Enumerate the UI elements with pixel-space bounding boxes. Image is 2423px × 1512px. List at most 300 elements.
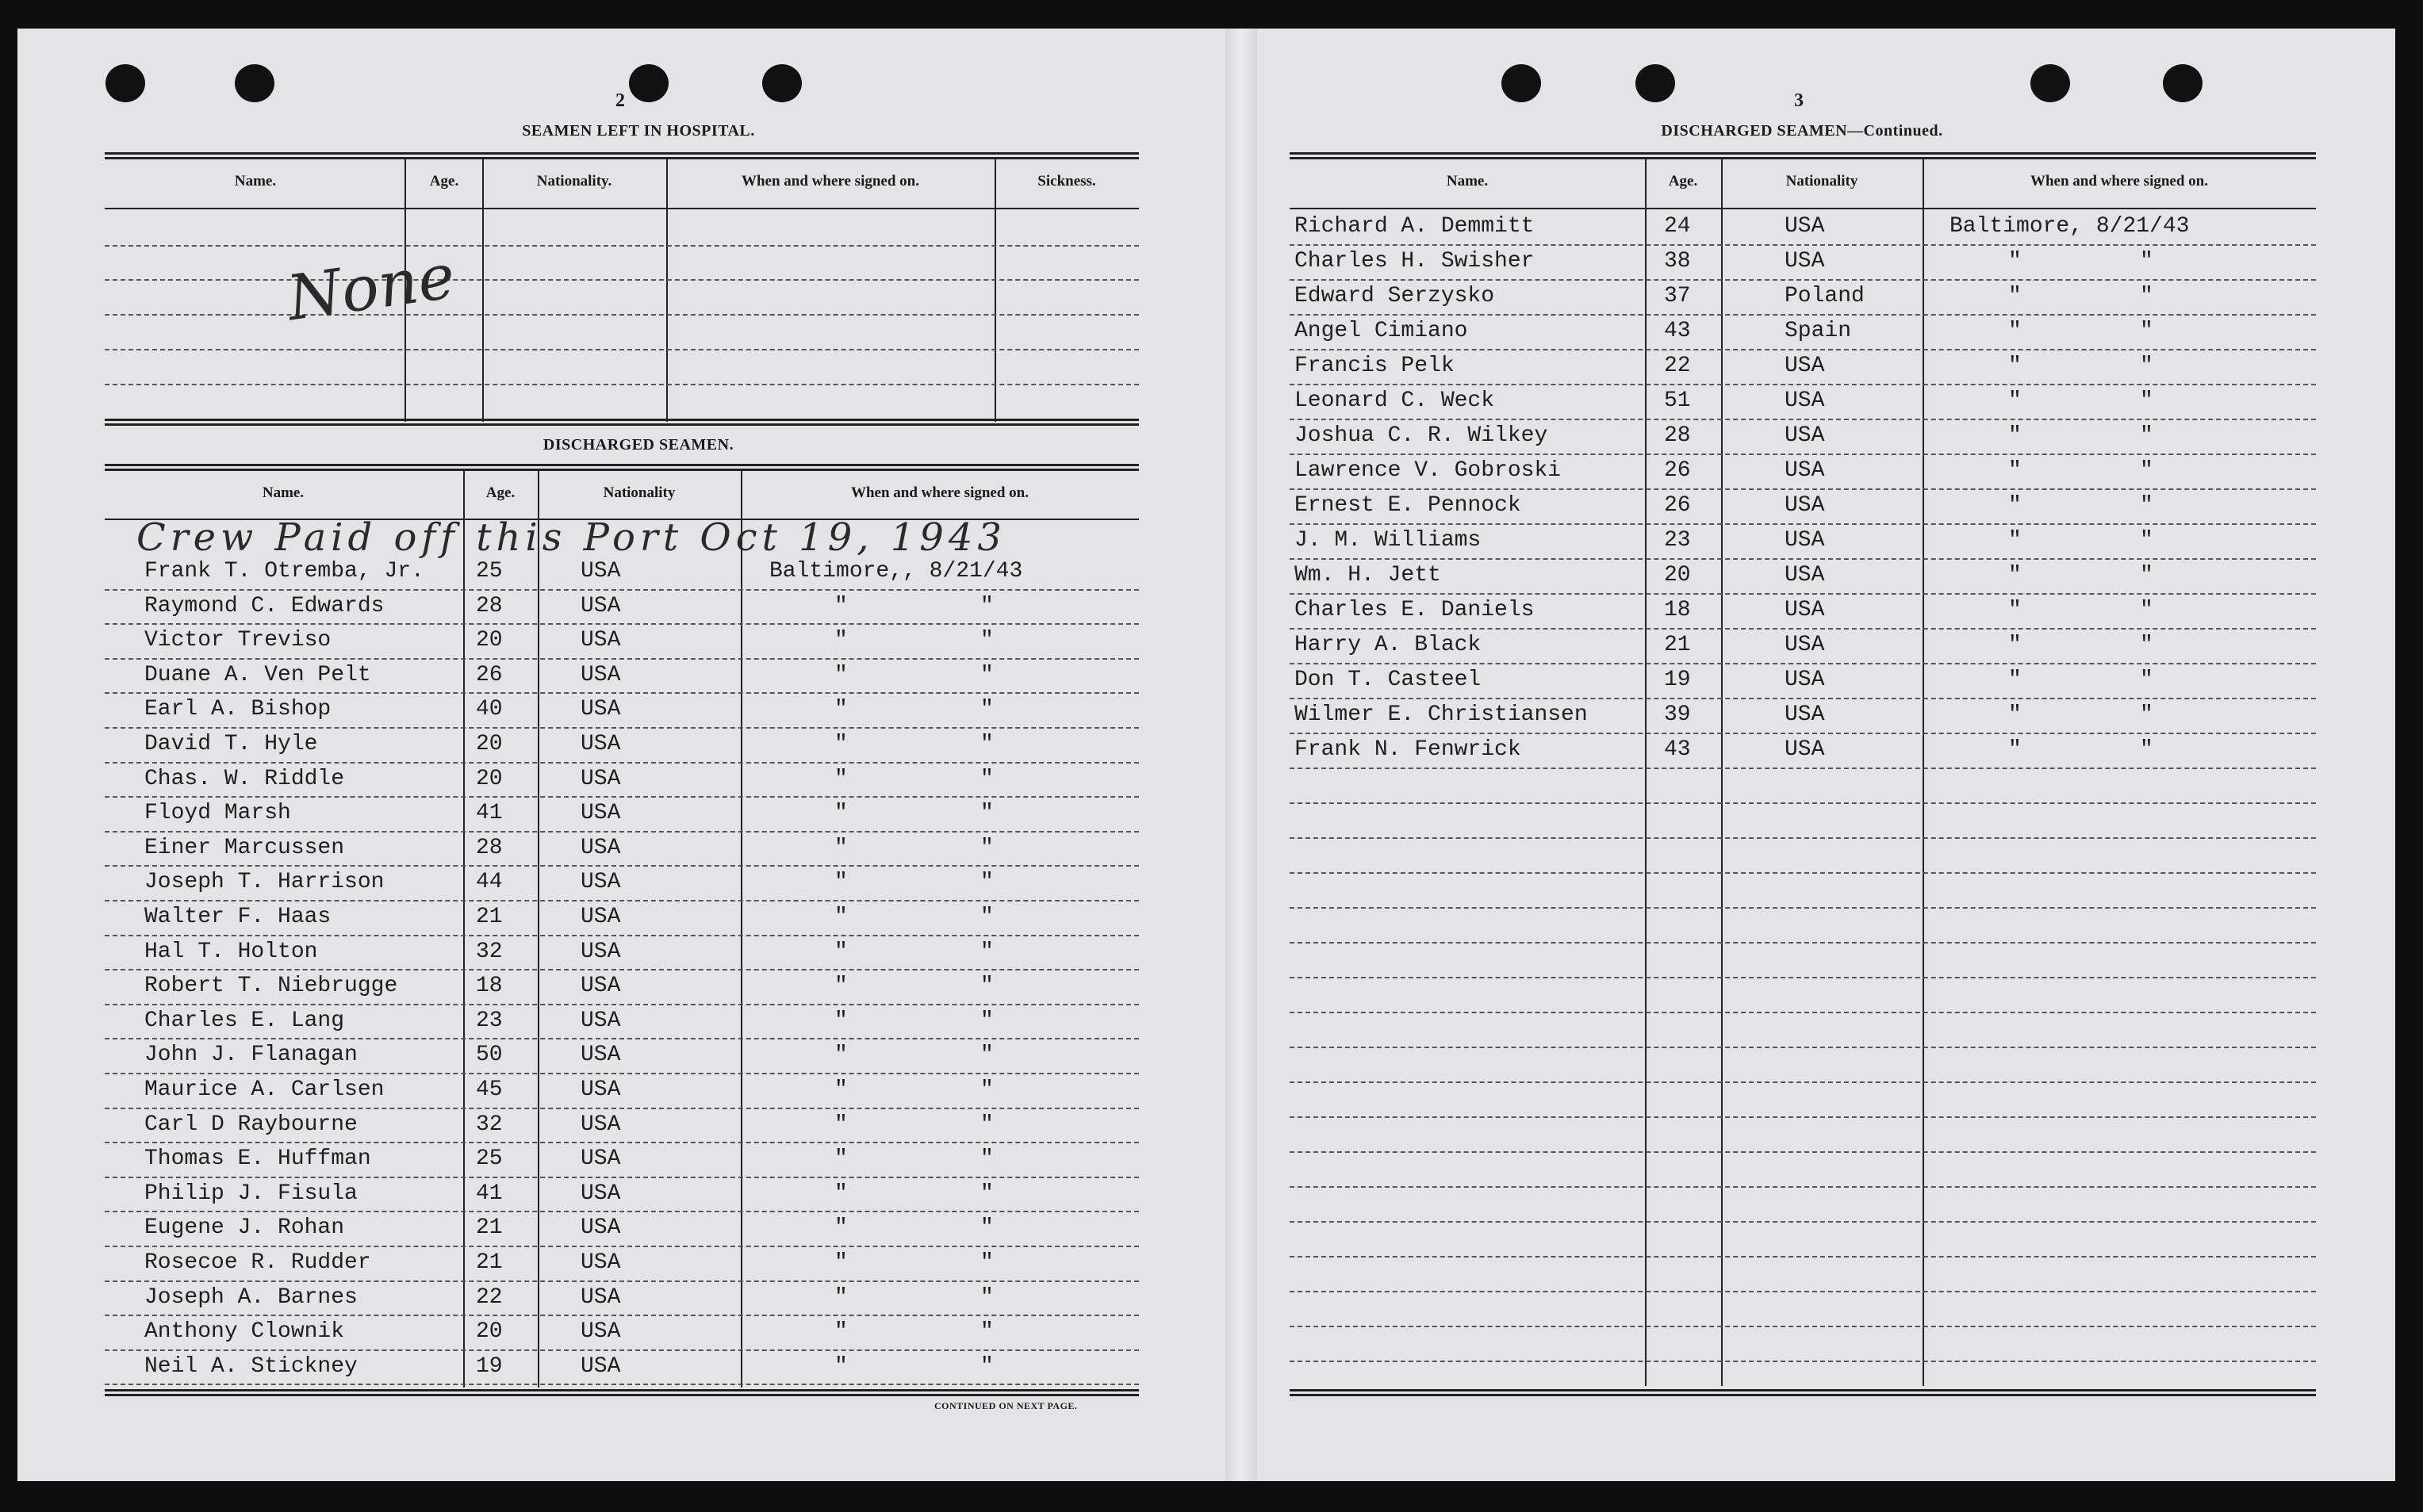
ditto-mark: " — [2140, 423, 2153, 448]
ditto-mark: " — [2140, 702, 2153, 727]
ditto-mark: " — [980, 697, 994, 722]
page-number-left: 2 — [615, 90, 625, 111]
hospital-header-age: Age. — [429, 173, 459, 189]
right-header-nationality: Nationality — [1785, 173, 1858, 189]
signed-on: " — [834, 1146, 848, 1172]
hospital-bottom-rule — [105, 419, 1139, 426]
ditto-mark: " — [980, 628, 994, 653]
seaman-name: Charles E. Lang — [144, 1008, 345, 1033]
empty-row-line — [1290, 1221, 2316, 1223]
hospital-header-name: Name. — [234, 173, 277, 189]
seaman-age: 51 — [1664, 389, 1691, 413]
hospital-section-title: SEAMEN LEFT IN HOSPITAL. — [522, 122, 755, 140]
signed-on: Baltimore, 8/21/43 — [1950, 214, 2190, 239]
seaman-nationality: Spain — [1785, 319, 1852, 343]
seaman-age: 28 — [1664, 423, 1691, 448]
signed-on: " — [2008, 737, 2022, 762]
signed-on: " — [834, 732, 848, 756]
ditto-mark: " — [2140, 528, 2153, 553]
discharged-col-divider — [538, 469, 539, 1388]
seaman-name: Duane A. Ven Pelt — [144, 662, 371, 687]
ditto-mark: " — [2140, 598, 2153, 622]
seaman-nationality: USA — [581, 1215, 621, 1241]
ditto-mark: " — [980, 1284, 994, 1310]
ditto-mark: " — [980, 1078, 994, 1102]
row-line — [105, 865, 1139, 867]
seaman-nationality: USA — [1785, 493, 1825, 518]
row-line — [1290, 488, 2316, 490]
empty-row-line — [1290, 1326, 2316, 1327]
signed-on: " — [834, 1112, 848, 1137]
hospital-col-divider — [482, 159, 484, 422]
signed-on: " — [834, 1215, 848, 1241]
seaman-name: Lawrence V. Gobroski — [1294, 458, 1562, 483]
hospital-row-line — [105, 279, 1139, 281]
seaman-age: 41 — [476, 1181, 503, 1206]
discharged-header-name: Name. — [262, 484, 305, 501]
seaman-name: David T. Hyle — [144, 732, 318, 756]
empty-row-line — [1290, 1116, 2316, 1118]
seaman-name: Edward Serzysko — [1294, 284, 1495, 308]
empty-row-line — [1290, 1047, 2316, 1048]
seaman-name: Earl A. Bishop — [144, 697, 332, 722]
seaman-age: 20 — [1664, 563, 1691, 588]
seaman-nationality: Poland — [1785, 284, 1865, 308]
right-col-divider — [1923, 159, 1924, 1386]
signed-on: " — [2008, 702, 2022, 727]
punch-hole — [629, 64, 669, 102]
empty-row-line — [1290, 1186, 2316, 1188]
seaman-nationality: USA — [581, 662, 621, 687]
hospital-header-signed: When and where signed on. — [741, 173, 919, 189]
row-line — [1290, 349, 2316, 350]
seaman-nationality: USA — [581, 801, 621, 826]
hospital-row-line — [105, 245, 1139, 247]
seaman-nationality: USA — [1785, 563, 1825, 588]
seaman-name: Ernest E. Pennock — [1294, 493, 1521, 518]
row-line — [105, 658, 1139, 660]
seaman-nationality: USA — [1785, 702, 1825, 727]
signed-on: " — [2008, 668, 2022, 692]
ditto-mark: " — [980, 870, 994, 895]
seaman-nationality: USA — [1785, 214, 1825, 239]
seaman-age: 43 — [1664, 737, 1691, 762]
seaman-age: 19 — [476, 1353, 503, 1379]
signed-on: " — [2008, 249, 2022, 274]
seaman-name: Angel Cimiano — [1294, 319, 1468, 343]
empty-row-line — [1290, 837, 2316, 839]
signed-on: " — [2008, 458, 2022, 483]
seaman-age: 45 — [476, 1078, 503, 1102]
seaman-nationality: USA — [581, 974, 621, 999]
hospital-header-nationality: Nationality. — [536, 173, 612, 189]
seaman-nationality: USA — [581, 1008, 621, 1033]
signed-on: " — [2008, 319, 2022, 343]
discharged-header-signed: When and where signed on. — [850, 484, 1029, 501]
ditto-mark: " — [980, 766, 994, 791]
seaman-nationality: USA — [581, 1353, 621, 1379]
ditto-mark: " — [980, 1215, 994, 1241]
seaman-age: 28 — [476, 835, 503, 860]
seaman-nationality: USA — [581, 870, 621, 895]
row-line — [1290, 523, 2316, 525]
seaman-age: 40 — [476, 697, 503, 722]
signed-on: " — [2008, 563, 2022, 588]
signed-on: " — [2008, 284, 2022, 308]
seaman-name: Charles H. Swisher — [1294, 249, 1535, 274]
punch-hole — [105, 64, 145, 102]
seaman-name: Anthony Clownik — [144, 1319, 345, 1345]
seaman-nationality: USA — [1785, 389, 1825, 413]
hospital-header-rule — [105, 208, 1139, 209]
seaman-age: 24 — [1664, 214, 1691, 239]
seaman-name: Harry A. Black — [1294, 633, 1482, 657]
signed-on: " — [834, 593, 848, 618]
signed-on: " — [834, 835, 848, 860]
seaman-age: 26 — [1664, 493, 1691, 518]
seaman-age: 32 — [476, 939, 503, 964]
ditto-mark: " — [980, 1181, 994, 1206]
seaman-nationality: USA — [581, 1112, 621, 1137]
ditto-mark: " — [2140, 354, 2153, 378]
signed-on: " — [834, 1008, 848, 1033]
seaman-age: 22 — [476, 1284, 503, 1310]
signed-on: " — [2008, 633, 2022, 657]
row-line — [105, 1280, 1139, 1282]
seaman-nationality: USA — [581, 766, 621, 791]
row-line — [1290, 279, 2316, 281]
seaman-name: Don T. Casteel — [1294, 668, 1482, 692]
row-line — [105, 1004, 1139, 1005]
seaman-name: Frank N. Fenwrick — [1294, 737, 1521, 762]
row-line — [1290, 628, 2316, 630]
seaman-name: Eugene J. Rohan — [144, 1215, 345, 1241]
seaman-nationality: USA — [581, 939, 621, 964]
seaman-age: 20 — [476, 1319, 503, 1345]
row-line — [105, 1142, 1139, 1143]
row-line — [105, 692, 1139, 694]
empty-row-line — [1290, 1151, 2316, 1153]
seaman-nationality: USA — [1785, 354, 1825, 378]
discharged-top-rule — [105, 464, 1139, 471]
discharged-col-divider — [741, 469, 742, 1388]
seaman-name: Philip J. Fisula — [144, 1181, 358, 1206]
row-line — [1290, 244, 2316, 246]
signed-on: " — [834, 1353, 848, 1379]
seaman-age: 22 — [1664, 354, 1691, 378]
seaman-name: Frank T. Otremba, Jr. — [144, 559, 424, 584]
ditto-mark: " — [2140, 668, 2153, 692]
seaman-nationality: USA — [581, 697, 621, 722]
seaman-name: Richard A. Demmitt — [1294, 214, 1535, 239]
seaman-age: 44 — [476, 870, 503, 895]
page-number-right: 3 — [1794, 90, 1804, 111]
signed-on: " — [834, 662, 848, 687]
row-line — [1290, 454, 2316, 455]
ditto-mark: " — [980, 1319, 994, 1345]
right-col-divider — [1645, 159, 1647, 1386]
signed-on: " — [2008, 598, 2022, 622]
ditto-mark: " — [2140, 737, 2153, 762]
seaman-nationality: USA — [581, 835, 621, 860]
row-line — [105, 1349, 1139, 1351]
seaman-age: 25 — [476, 559, 503, 584]
row-line — [1290, 384, 2316, 385]
row-line — [1290, 314, 2316, 316]
right-header-rule — [1290, 208, 2316, 209]
seaman-age: 21 — [476, 1250, 503, 1275]
hospital-header-sickness: Sickness. — [1037, 173, 1096, 189]
seaman-nationality: USA — [581, 732, 621, 756]
crew-paid-off-note: Crew Paid off this Port Oct 19, 1943 — [136, 515, 1006, 560]
signed-on: " — [2008, 354, 2022, 378]
row-line — [105, 935, 1139, 936]
empty-row-line — [1290, 942, 2316, 944]
punch-hole — [235, 64, 274, 102]
seaman-nationality: USA — [581, 628, 621, 653]
row-line — [1290, 767, 2316, 769]
row-line — [105, 1246, 1139, 1247]
seaman-age: 26 — [476, 662, 503, 687]
seaman-name: Carl D Raybourne — [144, 1112, 358, 1137]
seaman-nationality: USA — [1785, 598, 1825, 622]
row-line — [1290, 593, 2316, 595]
signed-on: " — [834, 1181, 848, 1206]
discharged-col-divider — [463, 469, 465, 1388]
ditto-mark: " — [980, 835, 994, 860]
signed-on: " — [834, 974, 848, 999]
signed-on: " — [2008, 423, 2022, 448]
ditto-mark: " — [980, 1008, 994, 1033]
seaman-name: Thomas E. Huffman — [144, 1146, 371, 1172]
empty-row-line — [1290, 907, 2316, 909]
hospital-row-line — [105, 314, 1139, 316]
seaman-age: 39 — [1664, 702, 1691, 727]
ditto-mark: " — [2140, 563, 2153, 588]
seaman-name: Hal T. Holton — [144, 939, 318, 964]
right-header-age: Age. — [1668, 173, 1698, 189]
row-line — [105, 831, 1139, 833]
seaman-name: Rosecoe R. Rudder — [144, 1250, 371, 1275]
row-line — [105, 1038, 1139, 1039]
hospital-top-rule — [105, 152, 1139, 159]
seaman-age: 18 — [476, 974, 503, 999]
ditto-mark: " — [2140, 389, 2153, 413]
right-header-name: Name. — [1446, 173, 1489, 189]
discharged-header-age: Age. — [485, 484, 516, 501]
signed-on: " — [834, 1250, 848, 1275]
seaman-name: Walter F. Haas — [144, 905, 332, 929]
row-line — [105, 969, 1139, 970]
signed-on: " — [834, 766, 848, 791]
signed-on: " — [834, 628, 848, 653]
seaman-nationality: USA — [1785, 528, 1825, 553]
seaman-nationality: USA — [581, 593, 621, 618]
signed-on: " — [834, 1319, 848, 1345]
row-line — [1290, 733, 2316, 734]
hospital-col-divider — [995, 159, 996, 422]
ditto-mark: " — [2140, 493, 2153, 518]
ditto-mark: " — [980, 1043, 994, 1068]
hospital-row-line — [105, 384, 1139, 385]
row-line — [1290, 663, 2316, 664]
seaman-age: 21 — [476, 1215, 503, 1241]
seaman-name: Victor Treviso — [144, 628, 332, 653]
seaman-age: 50 — [476, 1043, 503, 1068]
punch-hole — [2030, 64, 2070, 102]
continued-section-title: DISCHARGED SEAMEN—Continued. — [1661, 122, 1943, 140]
ditto-mark: " — [980, 801, 994, 826]
seaman-name: Wilmer E. Christiansen — [1294, 702, 1588, 727]
seaman-age: 20 — [476, 732, 503, 756]
row-line — [1290, 698, 2316, 699]
seaman-name: Charles E. Daniels — [1294, 598, 1535, 622]
row-line — [105, 1108, 1139, 1109]
ditto-mark: " — [980, 1112, 994, 1137]
hospital-handwritten-none: None — [282, 240, 459, 335]
row-line — [105, 762, 1139, 764]
empty-row-line — [1290, 1012, 2316, 1013]
row-line — [105, 1073, 1139, 1074]
seaman-age: 25 — [476, 1146, 503, 1172]
seaman-age: 41 — [476, 801, 503, 826]
row-line — [105, 1177, 1139, 1178]
right-top-rule — [1290, 152, 2316, 159]
row-line — [1290, 558, 2316, 560]
empty-row-line — [1290, 802, 2316, 804]
empty-row-line — [1290, 1256, 2316, 1257]
ditto-mark: " — [980, 905, 994, 929]
seaman-age: 21 — [1664, 633, 1691, 657]
seaman-nationality: USA — [581, 1181, 621, 1206]
seaman-name: Maurice A. Carlsen — [144, 1078, 385, 1102]
seaman-age: 32 — [476, 1112, 503, 1137]
seaman-age: 43 — [1664, 319, 1691, 343]
right-header-signed: When and where signed on. — [2030, 173, 2208, 189]
row-line — [105, 1211, 1139, 1212]
signed-on: " — [2008, 493, 2022, 518]
seaman-age: 23 — [1664, 528, 1691, 553]
seaman-age: 23 — [476, 1008, 503, 1033]
row-line — [105, 900, 1139, 901]
punch-hole — [1501, 64, 1541, 102]
seaman-age: 38 — [1664, 249, 1691, 274]
row-line — [105, 796, 1139, 798]
ditto-mark: " — [980, 974, 994, 999]
seaman-age: 26 — [1664, 458, 1691, 483]
seaman-age: 18 — [1664, 598, 1691, 622]
signed-on: " — [2008, 389, 2022, 413]
signed-on: " — [834, 801, 848, 826]
row-line — [105, 1315, 1139, 1316]
seaman-name: Einer Marcussen — [144, 835, 345, 860]
seaman-nationality: USA — [1785, 737, 1825, 762]
seaman-name: Joseph A. Barnes — [144, 1284, 358, 1310]
signed-on: " — [834, 1284, 848, 1310]
seaman-name: Leonard C. Weck — [1294, 389, 1495, 413]
punch-hole — [1635, 64, 1675, 102]
seaman-name: Robert T. Niebrugge — [144, 974, 398, 999]
seaman-name: Neil A. Stickney — [144, 1353, 358, 1379]
punch-hole — [2163, 64, 2203, 102]
discharged-bottom-rule — [105, 1389, 1139, 1396]
signed-on: Baltimore,, 8/21/43 — [769, 559, 1023, 584]
ditto-mark: " — [2140, 458, 2153, 483]
seaman-nationality: USA — [581, 1078, 621, 1102]
seaman-nationality: USA — [1785, 423, 1825, 448]
seaman-nationality: USA — [581, 559, 621, 584]
seaman-name: Wm. H. Jett — [1294, 563, 1441, 588]
seaman-name: Joseph T. Harrison — [144, 870, 385, 895]
seaman-age: 21 — [476, 905, 503, 929]
seaman-age: 20 — [476, 628, 503, 653]
row-line — [105, 623, 1139, 625]
seaman-nationality: USA — [581, 905, 621, 929]
row-line — [105, 589, 1139, 591]
row-line — [105, 727, 1139, 729]
hospital-col-divider — [666, 159, 668, 422]
ditto-mark: " — [2140, 249, 2153, 274]
ditto-mark: " — [980, 1146, 994, 1172]
seaman-nationality: USA — [1785, 633, 1825, 657]
page-fold — [1225, 29, 1257, 1481]
seaman-nationality: USA — [1785, 249, 1825, 274]
seaman-age: 19 — [1664, 668, 1691, 692]
signed-on: " — [834, 1043, 848, 1068]
empty-row-line — [1290, 1081, 2316, 1083]
signed-on: " — [834, 939, 848, 964]
ditto-mark: " — [980, 732, 994, 756]
hospital-row-line — [105, 349, 1139, 350]
signed-on: " — [834, 697, 848, 722]
ditto-mark: " — [980, 939, 994, 964]
discharged-header-nationality: Nationality — [603, 484, 676, 501]
empty-row-line — [1290, 1291, 2316, 1292]
ditto-mark: " — [2140, 284, 2153, 308]
seaman-name: John J. Flanagan — [144, 1043, 358, 1068]
seaman-nationality: USA — [1785, 668, 1825, 692]
seaman-nationality: USA — [1785, 458, 1825, 483]
ditto-mark: " — [980, 1353, 994, 1379]
seaman-name: Raymond C. Edwards — [144, 593, 385, 618]
empty-row-line — [1290, 872, 2316, 874]
seaman-name: Francis Pelk — [1294, 354, 1455, 378]
punch-hole — [762, 64, 802, 102]
row-line — [1290, 419, 2316, 420]
seaman-nationality: USA — [581, 1146, 621, 1172]
seaman-name: Floyd Marsh — [144, 801, 291, 826]
signed-on: " — [2008, 528, 2022, 553]
signed-on: " — [834, 870, 848, 895]
seaman-nationality: USA — [581, 1043, 621, 1068]
discharged-section-title: DISCHARGED SEAMEN. — [542, 436, 734, 454]
seaman-nationality: USA — [581, 1250, 621, 1275]
empty-row-line — [1290, 977, 2316, 978]
signed-on: " — [834, 905, 848, 929]
seaman-name: Chas. W. Riddle — [144, 766, 345, 791]
signed-on: " — [834, 1078, 848, 1102]
continued-note: CONTINUED ON NEXT PAGE. — [934, 1400, 1078, 1411]
seaman-nationality: USA — [581, 1284, 621, 1310]
ditto-mark: " — [980, 593, 994, 618]
seaman-nationality: USA — [581, 1319, 621, 1345]
seaman-age: 37 — [1664, 284, 1691, 308]
row-line — [105, 1384, 1139, 1385]
right-bottom-rule — [1290, 1389, 2316, 1396]
empty-row-line — [1290, 1361, 2316, 1362]
seaman-name: J. M. Williams — [1294, 528, 1482, 553]
seaman-age: 28 — [476, 593, 503, 618]
